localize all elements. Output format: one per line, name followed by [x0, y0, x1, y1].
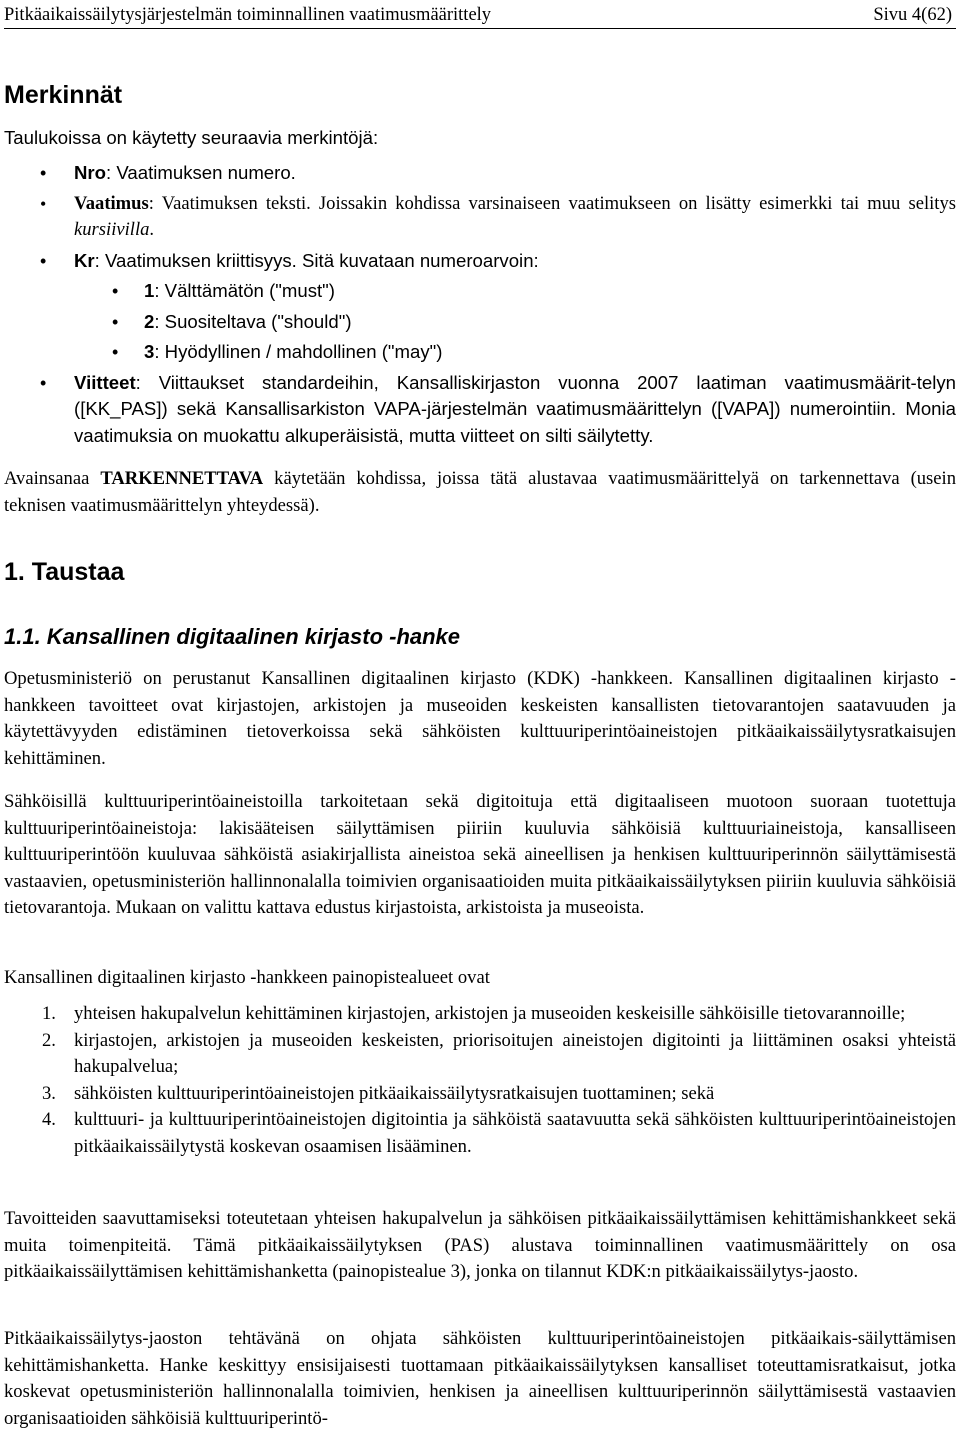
- list-item-vaatimus: [4, 191, 956, 244]
- paragraph-tavoitteet: Tavoitteiden saavuttamiseksi toteutetaan yhteisen hakupalvelun ja sähköisen pitkäaikaissäilyttämisen kehittämishankkeet sekä muita toimenpiteitä. Tämä pitkäaikaissäilytyksen (PAS) alustava toiminnallinen vaatimusmäärittely on osa pitkäaikaissäilyttämisen kehittämishanketta (painopistealue 3), jonka on tilannut KDK:n pitkäaikaissäilytys-jaosto.: [4, 1208, 956, 1282]
- focus-item-text: yhteisen hakupalvelun kehittäminen kirjastojen, arkistojen ja museoiden keskeisille sähköisille tietovarannoille;: [74, 1003, 906, 1024]
- paragraph-kulttuuriperinto: Sähköisillä kulttuuriperintöaineistoilla tarkoitetaan sekä digitoituja että digitaaliseen muotoon suoraan tuotettuja kulttuuriperintöaineistoja: lakisääteisen säilyttämisen piiriin kuuluvia sähköisiä kulttuuriaineistoja, kansalliseen kulttuuriperintöön kuuluvaa sähköistä asiakirjallista aineistoa sekä aineellisen ja henkisen kulttuuriperinnön säilyttämisestä vastaavien, opetusministeriön hallinnonalalla toimivien organisaatioiden muita pitkäaikaissäilytyksen piiriin kuuluvia sähköisiä tietovarantoja. Mukaan on valittu kattava edustus kirjastoista, arkistoista ja museoista.: [4, 791, 956, 918]
- kr-level-1: [4, 278, 956, 305]
- text-vaatimus: : Vaatimuksen teksti. Joissakin kohdissa varsinaiseen vaatimukseen on lisätty esimerkki tai muu selitys: [148, 192, 956, 214]
- focus-item-text: sähköisten kulttuuriperintöaineistojen pitkäaikaissäilytysratkaisujen tuottaminen; sekä: [74, 1082, 715, 1104]
- focus-item-3: [4, 1081, 956, 1108]
- text-nro: : Vaatimuksen numero.: [106, 162, 296, 183]
- paragraph-kdk-intro: Opetusministeriö on perustanut Kansallinen digitaalinen kirjasto (KDK) -hankkeen. Kansallinen digitaalinen kirjasto -hankkeen tavoitteet ovat kirjastojen, arkistojen ja museoiden keskeisten kansallisten tietovarantojen saatavuuden ja käytettävyyden edistäminen tietoverkoissa sekä sähköisten kulttuuriperintöaineistojen pitkäaikaissäilytysratkaisujen kehittäminen.: [4, 668, 956, 769]
- kr-level-text: : Välttämätön ("must"): [154, 280, 335, 301]
- text-viitteet: : Viittaukset standardeihin, Kansalliskirjaston vuonna 2007 laatiman vaatimusmäärit-telyn ([KK_PAS]) sekä Kansallisarkiston VAPA-järjestelmän vaatimusmäärittelyn ([VAPA]) numerointiin. Monia vaatimuksia on muokattu alkuperäisistä, mutta viitteet on silti säilytetty.: [74, 371, 956, 446]
- label-viitteet: Viitteet: [74, 371, 136, 393]
- text-vaatimus-tail: .: [149, 219, 155, 240]
- keyword-paragraph: [4, 466, 956, 519]
- paragraph-painopistealueet: Kansallinen digitaalinen kirjasto -hankkeen painopistealueet ovat: [4, 967, 490, 988]
- focus-item-text: kulttuuri- ja kulttuuriperintöaineistojen digitointia ja sähköistä saatavuutta sekä sähköisten kulttuuriperintöaineistojen pitkäaikaissäilytystä koskevan osaamisen lisääminen.: [74, 1109, 956, 1157]
- document-title: Pitkäaikaissäilytysjärjestelmän toiminnallinen vaatimusmäärittely: [4, 5, 492, 25]
- kr-level-text: : Suositeltava ("should"): [154, 310, 352, 332]
- page-header: [4, 2, 956, 29]
- focus-areas-list: [4, 1001, 956, 1160]
- kr-levels-list: [4, 278, 956, 366]
- label-kr: Kr: [74, 249, 95, 271]
- paragraph-jaosto: Pitkäaikaissäilytys-jaoston tehtävänä on ohjata sähköisten kulttuuriperintöaineistojen pitkäaikais-säilyttämisen kehittämishanketta. Hanke keskittyy ensisijaisesti tuottamaan pitkäaikaissäilytyksen kansalliset toteuttamisratkaisut, jotka koskevat opetusministeriön hallinnonalalla toimivien, henkisen ja aineellisen kulttuuriperinnön säilyttämisestä vastaavien organisaatioiden sähköisiä kulttuuriperintö-: [4, 1328, 956, 1429]
- focus-item-number: 4.: [42, 1109, 56, 1130]
- keyword-post: käytetään kohdissa, joissa tätä alustavaa vaatimusmäärittelyä on tarkennettava (usein teknisen vaatimusmäärittelyn yhteydessä).: [4, 468, 957, 516]
- heading-taustaa: 1. Taustaa: [4, 558, 125, 586]
- text-vaatimus-italic: kursiivilla: [74, 219, 150, 240]
- list-item-viitteet: [4, 370, 956, 450]
- merkinnat-intro: Taulukoissa on käytetty seuraavia merkintöjä:: [4, 127, 379, 148]
- heading-kdk-hanke: 1.1. Kansallinen digitaalinen kirjasto -hanke: [4, 624, 461, 649]
- focus-item-number: 2.: [42, 1029, 56, 1051]
- focus-item-1: [4, 1001, 956, 1028]
- heading-merkinnat: Merkinnät: [4, 81, 123, 109]
- text-kr: : Vaatimuksen kriittisyys. Sitä kuvataan numeroarvoin:: [94, 249, 539, 271]
- label-vaatimus: Vaatimus: [74, 192, 149, 214]
- kr-level-number: 1: [144, 280, 155, 301]
- kr-level-text: : Hyödyllinen / mahdollinen ("may"): [154, 341, 443, 362]
- focus-item-number: 1.: [42, 1003, 56, 1024]
- kr-level-number: 3: [144, 341, 155, 362]
- focus-item-2: [4, 1028, 956, 1081]
- list-item-nro: [4, 160, 956, 187]
- list-item-kr: [4, 248, 956, 366]
- keyword-pre: Avainsanaa: [4, 468, 101, 489]
- kr-level-2: [4, 309, 956, 336]
- merkinnat-list: [4, 160, 956, 449]
- focus-item-4: [4, 1107, 956, 1160]
- focus-item-text: kirjastojen, arkistojen ja museoiden keskeisten, priorisoitujen aineistojen digitointi ja liittäminen osaksi yhteistä hakupalvelua;: [74, 1029, 956, 1077]
- focus-item-number: 3.: [42, 1082, 56, 1104]
- kr-level-number: 2: [144, 310, 155, 332]
- keyword-tarkennettava: TARKENNETTAVA: [100, 468, 264, 489]
- kr-level-3: [4, 339, 956, 366]
- page-number: Sivu 4(62): [873, 5, 952, 25]
- label-nro: Nro: [74, 162, 107, 183]
